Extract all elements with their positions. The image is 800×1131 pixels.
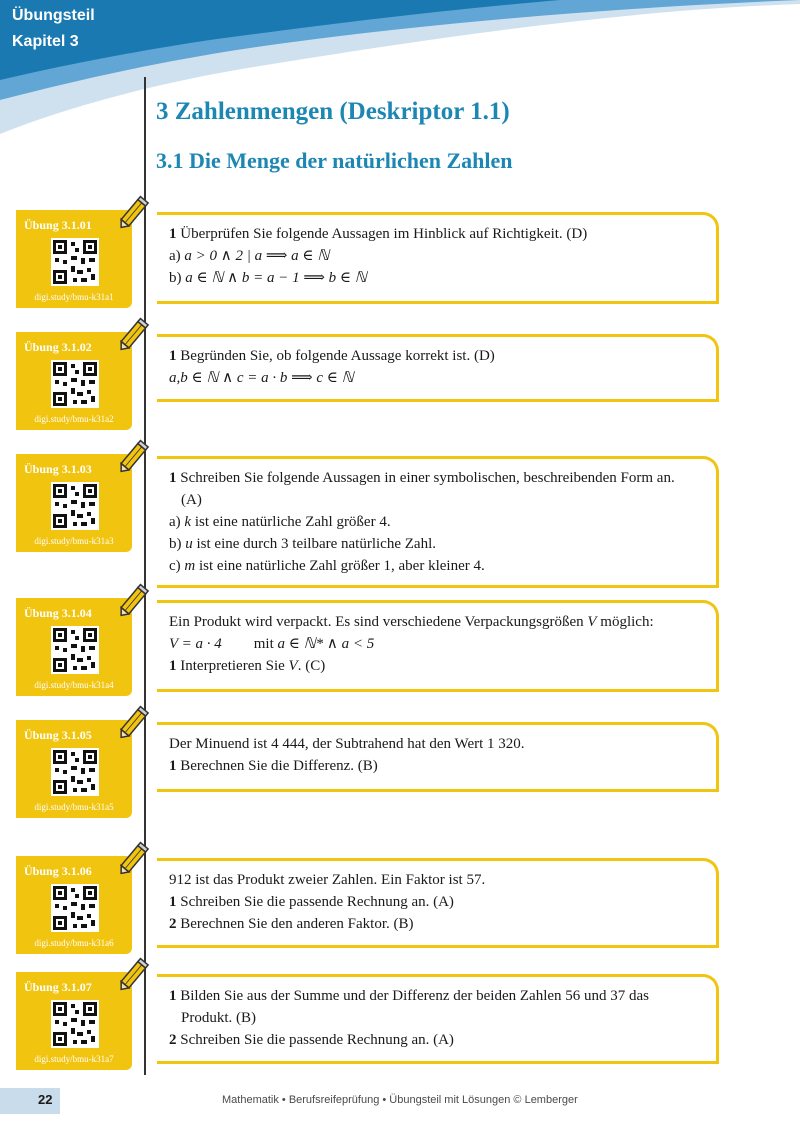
- task-number: 1: [169, 348, 177, 364]
- qr-code-icon[interactable]: [51, 482, 99, 530]
- exercise-box: [157, 334, 719, 402]
- subtask-label: b): [169, 270, 182, 286]
- task-text-continued: (A): [181, 492, 202, 508]
- page-number-box: [0, 1088, 60, 1114]
- pencil-icon: [114, 192, 154, 232]
- exercise-tag[interactable]: [16, 720, 132, 818]
- task-text-continued: Produkt. (B): [181, 1010, 256, 1026]
- exercise-tag[interactable]: [16, 210, 132, 308]
- qr-code-icon[interactable]: [51, 884, 99, 932]
- task-text: Schreiben Sie die passende Rechnung an. (A): [180, 894, 454, 910]
- header-label: Übungsteil: [12, 7, 95, 24]
- chapter-label: Kapitel 3: [12, 33, 79, 50]
- pencil-icon: [114, 702, 154, 742]
- exercise-url[interactable]: digi.study/bmu-k31a3: [34, 536, 114, 546]
- exercise-label: Übung 3.1.01: [24, 218, 92, 232]
- exercise-label: Übung 3.1.04: [24, 606, 92, 620]
- exercise-url[interactable]: digi.study/bmu-k31a6: [34, 938, 114, 948]
- exercise-url[interactable]: digi.study/bmu-k31a1: [34, 292, 114, 302]
- task-text: Überprüfen Sie folgende Aussagen im Hinblick auf Richtigkeit. (D): [180, 226, 588, 242]
- variable: V: [288, 658, 298, 674]
- subtask-label: c): [169, 558, 181, 574]
- task-text-end: . (C): [297, 658, 326, 674]
- subtask-text: ist eine natürliche Zahl größer 4.: [194, 514, 391, 530]
- exercise-box: [157, 974, 719, 1064]
- exercise-box: [157, 212, 719, 304]
- task-number: 1: [169, 658, 177, 674]
- pencil-icon: [114, 314, 154, 354]
- task-text: Berechnen Sie den anderen Faktor. (B): [180, 916, 414, 932]
- qr-code-icon[interactable]: [51, 748, 99, 796]
- exercise-tag[interactable]: [16, 856, 132, 954]
- task-number: 2: [169, 916, 177, 932]
- formula: V = a · 4: [169, 636, 222, 652]
- task-text: Schreiben Sie die passende Rechnung an. (A): [180, 1032, 454, 1048]
- variable: k: [184, 514, 192, 530]
- variable: u: [185, 536, 193, 552]
- task-number: 1: [169, 988, 177, 1004]
- task-number: 2: [169, 1032, 177, 1048]
- exercise-tag[interactable]: [16, 598, 132, 696]
- chapter-title: 3 Zahlenmengen (Deskriptor 1.1): [156, 98, 510, 125]
- exercise-url[interactable]: digi.study/bmu-k31a7: [34, 1054, 114, 1064]
- pencil-icon: [114, 580, 154, 620]
- exercise-box: [157, 858, 719, 948]
- task-number: 1: [169, 226, 177, 242]
- exercise-label: Übung 3.1.03: [24, 462, 92, 476]
- intro-text: Ein Produkt wird verpackt. Es sind verschiedene Verpackungsgrößen: [169, 614, 584, 630]
- task-text: Bilden Sie aus der Summe und der Differenz der beiden Zahlen 56 und 37 das: [180, 988, 650, 1004]
- variable: m: [184, 558, 196, 574]
- exercise-url[interactable]: digi.study/bmu-k31a5: [34, 802, 114, 812]
- formula-condition: a ∈ ℕ* ∧ a < 5: [277, 636, 375, 652]
- exercise-tag[interactable]: [16, 972, 132, 1070]
- task-text: Berechnen Sie die Differenz. (B): [180, 758, 378, 774]
- intro-text: Der Minuend ist 4 444, der Subtrahend hat den Wert 1 320.: [169, 736, 525, 752]
- exercise-tag[interactable]: [16, 454, 132, 552]
- page-number: 22: [38, 1092, 53, 1107]
- exercise-url[interactable]: digi.study/bmu-k31a4: [34, 680, 114, 690]
- qr-code-icon[interactable]: [51, 1000, 99, 1048]
- exercise-label: Übung 3.1.06: [24, 864, 92, 878]
- task-number: 1: [169, 758, 177, 774]
- pencil-icon: [114, 954, 154, 994]
- exercise-tag[interactable]: [16, 332, 132, 430]
- subtask-text: ist eine natürliche Zahl größer 1, aber kleiner 4.: [199, 558, 485, 574]
- qr-code-icon[interactable]: [51, 238, 99, 286]
- intro-text: 912 ist das Produkt zweier Zahlen. Ein Faktor ist 57.: [169, 872, 486, 888]
- qr-code-icon[interactable]: [51, 360, 99, 408]
- exercise-box: [157, 722, 719, 792]
- task-number: 1: [169, 894, 177, 910]
- subtask-label: b): [169, 536, 182, 552]
- math-expression: a,b ∈ ℕ ∧ c = a · b ⟹ c ∈ ℕ: [169, 370, 354, 386]
- variable: V: [587, 614, 597, 630]
- math-expression: a ∈ ℕ ∧ b = a − 1 ⟹ b ∈ ℕ: [185, 270, 367, 286]
- task-text: Begründen Sie, ob folgende Aussage korrekt ist. (D): [180, 348, 495, 364]
- task-number: 1: [169, 470, 177, 486]
- footer-text: Mathematik • Berufsreifeprüfung • Übungsteil mit Lösungen © Lemberger: [222, 1094, 578, 1106]
- task-text: Schreiben Sie folgende Aussagen in einer symbolischen, beschreibenden Form an.: [180, 470, 675, 486]
- task-text: Interpretieren Sie: [180, 658, 285, 674]
- qr-code-icon[interactable]: [51, 626, 99, 674]
- exercise-box: [157, 456, 719, 588]
- exercise-box: [157, 600, 719, 692]
- formula-connector: mit: [253, 636, 274, 652]
- pencil-icon: [114, 436, 154, 476]
- subtask-text: ist eine durch 3 teilbare natürliche Zahl.: [196, 536, 436, 552]
- exercise-label: Übung 3.1.02: [24, 340, 92, 354]
- math-expression: a > 0 ∧ 2 | a ⟹ a ∈ ℕ: [184, 248, 330, 264]
- exercise-label: Übung 3.1.05: [24, 728, 92, 742]
- subtask-label: a): [169, 248, 181, 264]
- pencil-icon: [114, 838, 154, 878]
- intro-text-end: möglich:: [600, 614, 654, 630]
- exercise-label: Übung 3.1.07: [24, 980, 92, 994]
- subtask-label: a): [169, 514, 181, 530]
- exercise-url[interactable]: digi.study/bmu-k31a2: [34, 414, 114, 424]
- section-title: 3.1 Die Menge der natürlichen Zahlen: [156, 148, 513, 173]
